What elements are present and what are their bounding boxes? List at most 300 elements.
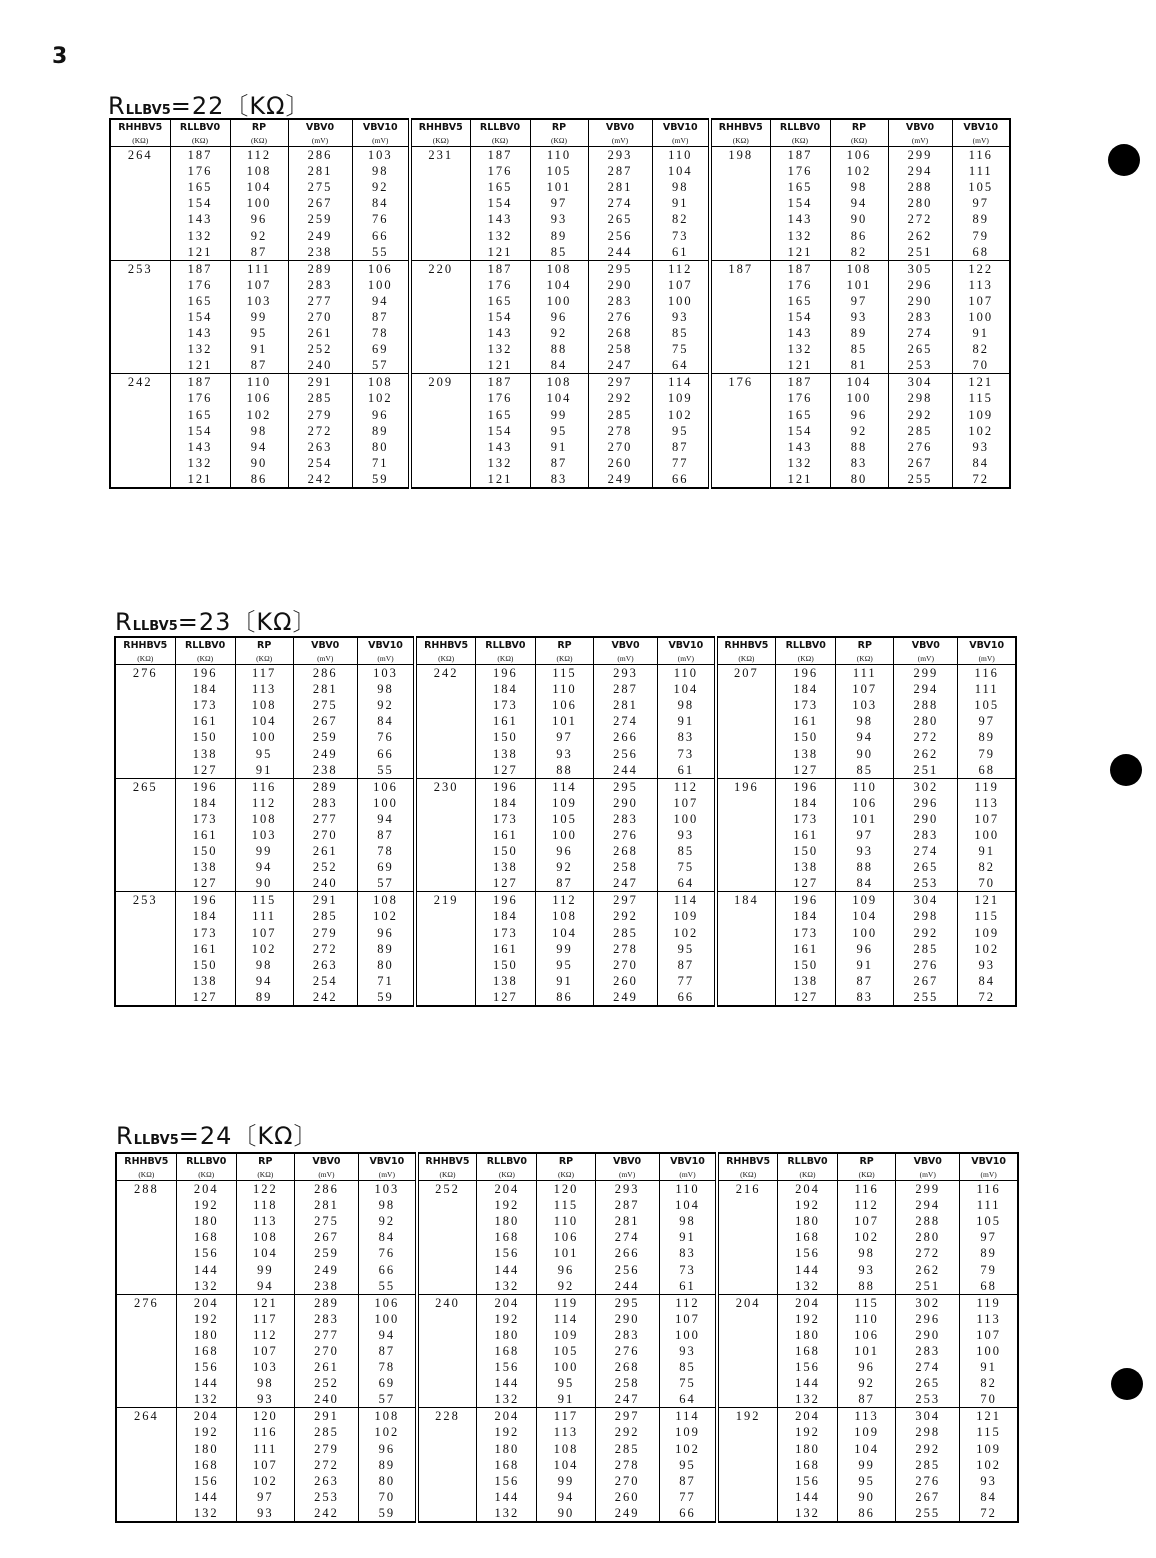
value-cell: 281 [595, 1213, 659, 1229]
column-header: RLLBV0 [770, 119, 830, 135]
value-cell: 115 [838, 1294, 896, 1311]
value-cell: 176 [470, 390, 530, 406]
value-cell: 132 [477, 1505, 537, 1522]
value-cell: 98 [357, 681, 415, 697]
table-title-23k: RLLBV5=23〔KΩ〕 [115, 608, 318, 636]
rhhbv5-cell [717, 1245, 777, 1261]
rhhbv5-cell [710, 211, 770, 227]
value-cell: 285 [595, 1441, 659, 1457]
value-cell: 66 [357, 745, 415, 761]
value-cell: 94 [230, 439, 288, 455]
rhhbv5-cell: 209 [410, 374, 470, 391]
column-header: RLLBV0 [170, 119, 230, 135]
value-cell: 109 [535, 795, 593, 811]
rhhbv5-cell [415, 908, 475, 924]
column-unit: (KΩ) [410, 135, 470, 147]
rhhbv5-cell [717, 1229, 777, 1245]
value-cell: 144 [777, 1489, 837, 1505]
rhhbv5-cell: 265 [115, 778, 175, 795]
data-table-24k [115, 1152, 1019, 1523]
value-cell: 109 [836, 892, 894, 909]
value-cell: 96 [535, 843, 593, 859]
rhhbv5-cell [417, 1311, 477, 1327]
value-cell: 66 [658, 989, 716, 1006]
column-header: RLLBV0 [175, 637, 235, 653]
table-row [115, 892, 1016, 909]
rhhbv5-cell [710, 471, 770, 488]
value-cell: 55 [359, 1278, 417, 1295]
value-cell: 89 [830, 325, 888, 341]
column-header: RHHBV5 [115, 637, 175, 653]
rhhbv5-cell [417, 1359, 477, 1375]
rhhbv5-cell: 242 [110, 374, 170, 391]
data-table-23k [114, 636, 1017, 1007]
value-cell: 238 [294, 1278, 358, 1295]
column-unit: (KΩ) [175, 653, 235, 665]
value-cell: 104 [537, 1457, 595, 1473]
table-row [116, 1457, 1018, 1473]
value-cell: 107 [958, 811, 1016, 827]
value-cell: 87 [658, 957, 716, 973]
rhhbv5-cell [410, 439, 470, 455]
value-cell: 93 [530, 211, 588, 227]
rhhbv5-cell [415, 859, 475, 875]
value-cell: 111 [952, 163, 1010, 179]
rhhbv5-cell: 253 [115, 892, 175, 909]
value-cell: 294 [896, 1197, 960, 1213]
value-cell: 87 [530, 455, 588, 471]
rhhbv5-cell [116, 1229, 176, 1245]
rhhbv5-cell [717, 1311, 777, 1327]
value-cell: 278 [588, 423, 652, 439]
value-cell: 101 [830, 277, 888, 293]
punch-hole-1 [1108, 144, 1140, 176]
value-cell: 304 [896, 1408, 960, 1425]
value-cell: 66 [352, 227, 410, 243]
value-cell: 106 [230, 390, 288, 406]
value-cell: 127 [175, 989, 235, 1006]
value-cell: 180 [777, 1213, 837, 1229]
value-cell: 95 [530, 423, 588, 439]
column-header: RHHBV5 [417, 1153, 477, 1169]
value-cell: 114 [535, 778, 593, 795]
value-cell: 93 [836, 843, 894, 859]
value-cell: 132 [770, 227, 830, 243]
rhhbv5-cell [116, 1197, 176, 1213]
value-cell: 285 [293, 908, 357, 924]
value-cell: 89 [960, 1245, 1018, 1261]
value-cell: 112 [652, 260, 710, 277]
value-cell: 87 [535, 875, 593, 892]
value-cell: 107 [658, 795, 716, 811]
rhhbv5-cell [710, 293, 770, 309]
value-cell: 187 [770, 374, 830, 391]
value-cell: 95 [230, 325, 288, 341]
value-cell: 263 [293, 957, 357, 973]
value-cell: 104 [659, 1197, 717, 1213]
value-cell: 102 [838, 1229, 896, 1245]
value-cell: 104 [530, 277, 588, 293]
value-cell: 115 [537, 1197, 595, 1213]
value-cell: 267 [288, 195, 352, 211]
rhhbv5-cell [116, 1457, 176, 1473]
value-cell: 255 [888, 471, 952, 488]
value-cell: 168 [176, 1457, 236, 1473]
value-cell: 97 [535, 729, 593, 745]
column-header: VBV0 [888, 119, 952, 135]
value-cell: 289 [294, 1294, 358, 1311]
value-cell: 84 [960, 1489, 1018, 1505]
value-cell: 87 [836, 973, 894, 989]
table-row [110, 390, 1010, 406]
value-cell: 121 [470, 471, 530, 488]
value-cell: 91 [230, 341, 288, 357]
value-cell: 61 [658, 762, 716, 779]
value-cell: 270 [588, 439, 652, 455]
value-cell: 187 [170, 147, 230, 164]
value-cell: 81 [830, 357, 888, 374]
value-cell: 100 [359, 1311, 417, 1327]
value-cell: 66 [659, 1505, 717, 1522]
column-header: RLLBV0 [176, 1153, 236, 1169]
rhhbv5-cell [717, 1441, 777, 1457]
value-cell: 256 [595, 1261, 659, 1277]
value-cell: 144 [176, 1489, 236, 1505]
value-cell: 98 [838, 1245, 896, 1261]
value-cell: 240 [294, 1391, 358, 1408]
value-cell: 82 [652, 211, 710, 227]
value-cell: 247 [588, 357, 652, 374]
value-cell: 144 [477, 1375, 537, 1391]
value-cell: 281 [594, 697, 658, 713]
table-title-24k: RLLBV5=24〔KΩ〕 [116, 1122, 319, 1150]
value-cell: 288 [896, 1213, 960, 1229]
value-cell: 91 [235, 762, 293, 779]
value-cell: 102 [830, 163, 888, 179]
rhhbv5-cell [110, 163, 170, 179]
value-cell: 97 [236, 1489, 294, 1505]
rhhbv5-cell: 253 [110, 260, 170, 277]
value-cell: 156 [477, 1359, 537, 1375]
column-unit: (mV) [658, 653, 716, 665]
rhhbv5-cell [110, 293, 170, 309]
value-cell: 132 [470, 227, 530, 243]
value-cell: 91 [530, 439, 588, 455]
column-header: RP [537, 1153, 595, 1169]
value-cell: 156 [777, 1473, 837, 1489]
value-cell: 107 [952, 293, 1010, 309]
value-cell: 92 [838, 1375, 896, 1391]
rhhbv5-cell: 192 [717, 1408, 777, 1425]
value-cell: 75 [658, 859, 716, 875]
value-cell: 83 [830, 455, 888, 471]
column-unit: (mV) [352, 135, 410, 147]
value-cell: 80 [352, 439, 410, 455]
value-cell: 93 [960, 1473, 1018, 1489]
rhhbv5-cell [115, 875, 175, 892]
header-row [110, 119, 1010, 135]
table-row [116, 1245, 1018, 1261]
column-header: VBV0 [595, 1153, 659, 1169]
rhhbv5-cell [110, 357, 170, 374]
value-cell: 97 [952, 195, 1010, 211]
rhhbv5-cell: 240 [417, 1294, 477, 1311]
rhhbv5-cell [110, 455, 170, 471]
value-cell: 242 [293, 989, 357, 1006]
column-unit: (mV) [293, 653, 357, 665]
column-unit: (KΩ) [777, 1169, 837, 1181]
value-cell: 296 [888, 277, 952, 293]
value-cell: 86 [230, 471, 288, 488]
rhhbv5-cell [115, 795, 175, 811]
value-cell: 106 [836, 795, 894, 811]
value-cell: 101 [530, 179, 588, 195]
rhhbv5-cell [717, 1489, 777, 1505]
value-cell: 77 [659, 1489, 717, 1505]
value-cell: 100 [658, 811, 716, 827]
table-row [116, 1229, 1018, 1245]
rhhbv5-cell [716, 762, 776, 779]
value-cell: 102 [658, 925, 716, 941]
value-cell: 138 [175, 973, 235, 989]
value-cell: 93 [658, 827, 716, 843]
value-cell: 192 [176, 1424, 236, 1440]
value-cell: 98 [652, 179, 710, 195]
value-cell: 112 [658, 778, 716, 795]
value-cell: 82 [952, 341, 1010, 357]
rhhbv5-cell [115, 681, 175, 697]
table-row [116, 1181, 1018, 1198]
value-cell: 165 [770, 407, 830, 423]
value-cell: 280 [888, 195, 952, 211]
value-cell: 143 [470, 325, 530, 341]
value-cell: 289 [293, 778, 357, 795]
column-unit: (KΩ) [116, 1169, 176, 1181]
value-cell: 267 [293, 713, 357, 729]
value-cell: 247 [594, 875, 658, 892]
value-cell: 83 [658, 729, 716, 745]
value-cell: 281 [294, 1197, 358, 1213]
value-cell: 100 [952, 309, 1010, 325]
rhhbv5-cell [417, 1424, 477, 1440]
rhhbv5-cell [410, 357, 470, 374]
value-cell: 296 [894, 795, 958, 811]
value-cell: 96 [230, 211, 288, 227]
value-cell: 105 [537, 1343, 595, 1359]
value-cell: 61 [652, 244, 710, 261]
value-cell: 180 [176, 1327, 236, 1343]
value-cell: 82 [830, 244, 888, 261]
column-unit: (mV) [659, 1169, 717, 1181]
table-row [116, 1294, 1018, 1311]
column-unit: (KΩ) [170, 135, 230, 147]
rhhbv5-cell [716, 697, 776, 713]
table-row [115, 811, 1016, 827]
value-cell: 168 [477, 1457, 537, 1473]
value-cell: 240 [288, 357, 352, 374]
value-cell: 69 [352, 341, 410, 357]
rhhbv5-cell [716, 941, 776, 957]
rhhbv5-cell [417, 1457, 477, 1473]
value-cell: 283 [888, 309, 952, 325]
value-cell: 249 [293, 745, 357, 761]
value-cell: 109 [952, 407, 1010, 423]
value-cell: 103 [230, 293, 288, 309]
rhhbv5-cell [116, 1245, 176, 1261]
value-cell: 105 [535, 811, 593, 827]
value-cell: 161 [475, 713, 535, 729]
value-cell: 80 [830, 471, 888, 488]
value-cell: 154 [470, 195, 530, 211]
value-cell: 267 [894, 973, 958, 989]
value-cell: 180 [176, 1441, 236, 1457]
value-cell: 252 [293, 859, 357, 875]
value-cell: 274 [595, 1229, 659, 1245]
rhhbv5-cell [717, 1359, 777, 1375]
value-cell: 110 [530, 147, 588, 164]
value-cell: 116 [960, 1181, 1018, 1198]
value-cell: 260 [588, 455, 652, 471]
value-cell: 144 [477, 1489, 537, 1505]
column-unit: (mV) [960, 1169, 1018, 1181]
header-row [116, 1153, 1018, 1169]
rhhbv5-cell [717, 1213, 777, 1229]
table-row [115, 859, 1016, 875]
value-cell: 95 [659, 1457, 717, 1473]
value-cell: 285 [588, 407, 652, 423]
rhhbv5-cell [116, 1375, 176, 1391]
value-cell: 280 [894, 713, 958, 729]
value-cell: 107 [236, 1343, 294, 1359]
value-cell: 165 [470, 179, 530, 195]
value-cell: 143 [470, 211, 530, 227]
value-cell: 138 [175, 745, 235, 761]
rhhbv5-cell [110, 471, 170, 488]
value-cell: 244 [588, 244, 652, 261]
rhhbv5-cell [410, 325, 470, 341]
value-cell: 275 [293, 697, 357, 713]
rhhbv5-cell [116, 1278, 176, 1295]
value-cell: 244 [594, 762, 658, 779]
value-cell: 154 [470, 423, 530, 439]
value-cell: 91 [658, 713, 716, 729]
value-cell: 154 [170, 309, 230, 325]
rhhbv5-cell [417, 1441, 477, 1457]
value-cell: 116 [838, 1181, 896, 1198]
punch-hole-3 [1111, 1368, 1143, 1400]
value-cell: 132 [477, 1391, 537, 1408]
value-cell: 109 [838, 1424, 896, 1440]
rhhbv5-cell [716, 989, 776, 1006]
value-cell: 113 [235, 681, 293, 697]
rhhbv5-cell [410, 163, 470, 179]
value-cell: 192 [477, 1424, 537, 1440]
value-cell: 204 [176, 1181, 236, 1198]
value-cell: 285 [594, 925, 658, 941]
column-header: RHHBV5 [710, 119, 770, 135]
rhhbv5-cell [716, 811, 776, 827]
rhhbv5-cell [415, 713, 475, 729]
value-cell: 101 [836, 811, 894, 827]
column-header: RHHBV5 [110, 119, 170, 135]
value-cell: 204 [176, 1294, 236, 1311]
value-cell: 265 [896, 1375, 960, 1391]
value-cell: 192 [777, 1197, 837, 1213]
value-cell: 98 [359, 1197, 417, 1213]
value-cell: 138 [776, 973, 836, 989]
value-cell: 258 [588, 341, 652, 357]
table-row [115, 713, 1016, 729]
value-cell: 108 [357, 892, 415, 909]
value-cell: 187 [170, 260, 230, 277]
rhhbv5-cell [410, 341, 470, 357]
value-cell: 96 [530, 309, 588, 325]
column-unit: (KΩ) [710, 135, 770, 147]
value-cell: 290 [894, 811, 958, 827]
rhhbv5-cell: 184 [716, 892, 776, 909]
value-cell: 98 [230, 423, 288, 439]
value-cell: 113 [952, 277, 1010, 293]
rhhbv5-cell [115, 925, 175, 941]
value-cell: 109 [658, 908, 716, 924]
value-cell: 279 [294, 1441, 358, 1457]
value-cell: 187 [770, 147, 830, 164]
value-cell: 281 [288, 163, 352, 179]
rhhbv5-cell [415, 762, 475, 779]
table-row [110, 439, 1010, 455]
value-cell: 119 [960, 1294, 1018, 1311]
rhhbv5-cell [417, 1489, 477, 1505]
value-cell: 161 [475, 827, 535, 843]
value-cell: 68 [958, 762, 1016, 779]
rhhbv5-cell [110, 211, 170, 227]
value-cell: 302 [896, 1294, 960, 1311]
column-header: RHHBV5 [410, 119, 470, 135]
value-cell: 150 [475, 957, 535, 973]
column-header: VBV0 [294, 1153, 358, 1169]
value-cell: 100 [960, 1343, 1018, 1359]
rhhbv5-cell [410, 227, 470, 243]
rhhbv5-cell: 216 [717, 1181, 777, 1198]
rhhbv5-cell: 264 [116, 1408, 176, 1425]
table-row [115, 745, 1016, 761]
value-cell: 272 [294, 1457, 358, 1473]
table-row [116, 1441, 1018, 1457]
rhhbv5-cell [116, 1343, 176, 1359]
value-cell: 173 [475, 697, 535, 713]
value-cell: 272 [894, 729, 958, 745]
value-cell: 102 [235, 941, 293, 957]
value-cell: 173 [776, 811, 836, 827]
value-cell: 108 [230, 163, 288, 179]
rhhbv5-cell [410, 195, 470, 211]
rhhbv5-cell [415, 697, 475, 713]
value-cell: 184 [175, 908, 235, 924]
value-cell: 265 [888, 341, 952, 357]
rhhbv5-cell [417, 1473, 477, 1489]
value-cell: 127 [776, 875, 836, 892]
value-cell: 150 [175, 843, 235, 859]
value-cell: 98 [659, 1213, 717, 1229]
value-cell: 290 [888, 293, 952, 309]
value-cell: 304 [894, 892, 958, 909]
value-cell: 85 [530, 244, 588, 261]
value-cell: 79 [958, 745, 1016, 761]
rhhbv5-cell [717, 1424, 777, 1440]
rhhbv5-cell [415, 827, 475, 843]
value-cell: 99 [230, 309, 288, 325]
value-cell: 277 [294, 1327, 358, 1343]
